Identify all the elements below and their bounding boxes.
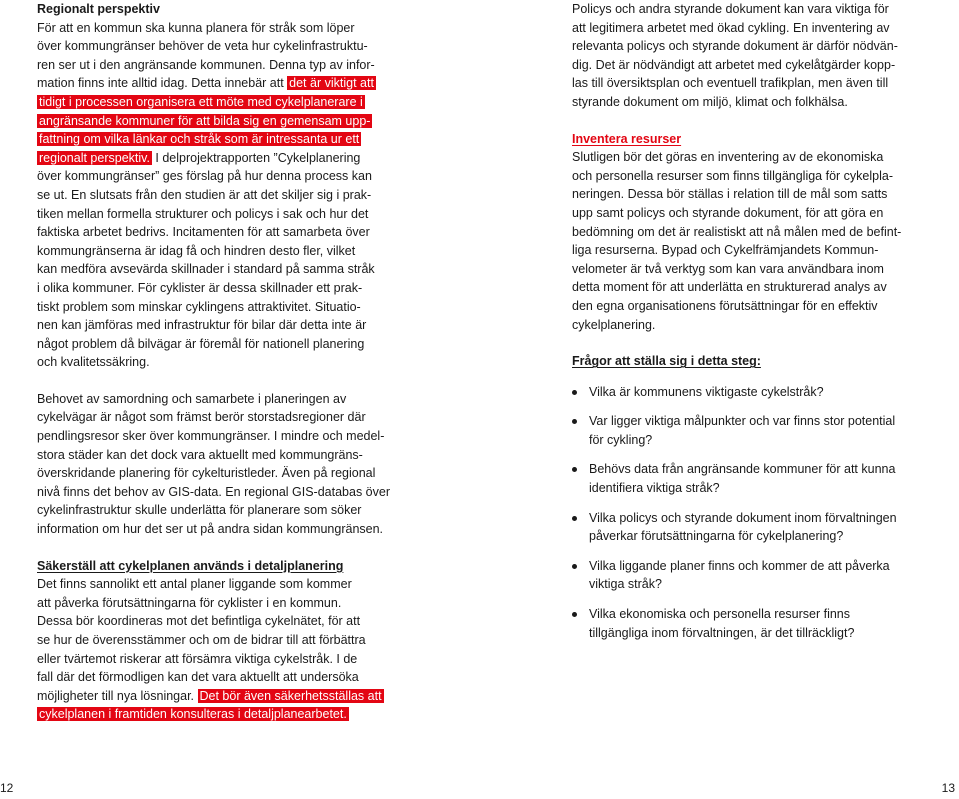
list-item: Vilka är kommunens viktigaste cykelstråk? <box>572 383 922 402</box>
resources-heading: Inventera resurser <box>572 131 682 146</box>
list-item: Behövs data från angränsande kommuner för att kunna identifiera viktiga stråk? <box>572 460 922 497</box>
right-column <box>572 0 922 653</box>
list-item: Var ligger viktiga målpunkter och var finns stor potential för cykling? <box>572 412 922 449</box>
resources-paragraph: Slutligen bör det göras en inventering av de ekonomiska och personella resurser som finns tillgängliga för cykelpla- neringen. Dessa bör ställas i relation till de mål som satts upp samt policys och styrande dokument, för att göra en bedömning om det är realistiskt att nå målen med de befint- liga resurserna. Bypad och Cykelfrämjandets Kommun- velometer är två verktyg som kan vara användbara inom detta moment för att underlätta en strukturerad analys av den egna organisationens förutsättningar för en effektiv cykelplanering. <box>572 150 902 332</box>
detailed-planning-heading: Säkerställ att cykelplanen används i detaljplanering <box>37 558 344 573</box>
bullet-icon <box>572 564 577 569</box>
left-column <box>37 0 392 724</box>
list-item: Vilka liggande planer finns och kommer de att påverka viktiga stråk? <box>572 557 922 594</box>
bullet-icon <box>572 516 577 521</box>
detailed-planning-highlight: Det bör även säkerhetsställas att cykelplanen i framtiden konsulteras i detaljplanearbetet. <box>39 688 382 722</box>
page-number-left: 12 <box>0 781 14 795</box>
questions-heading: Frågor att ställa sig i detta steg: <box>572 354 761 369</box>
regional-perspective-heading: Regionalt perspektiv <box>37 2 160 16</box>
detailed-planning-text: Det finns sannolikt ett antal planer liggande som kommer att påverka förutsättningarna för cyklister i en kommun. Dessa bör koordineras mot det befintliga cykelnätet, för att se hur de överensstämmer och om de bidrar till att förbättra eller tvärtemot riskerar att försämra viktiga cykelstråk. I de fall där det förmodligen kan det vara aktuellt att undersöka möjligheter till nya lösningar. <box>37 577 366 703</box>
regional-continued-text: I delprojektrapporten ”Cykelplanering över kommungränser” ges förslag på hur denna process kan se ut. En slutsats från den studien är att det skiljer sig i prak- tiken mellan formella strukturer och policys i sak och hur det faktiska arbetet bedrivs. Incitamenten för att samarbeta över kommungränserna är idag få och hindren desto fler, vilket kan medföra avsevärda skillnader i standard på samma stråk i olika kommuner. För cyklister är dessa skillnader ett prak- tiskt problem som minskar cyklingens attraktivitet. Situatio- nen kan jämföras med infrastruktur för bilar där detta inte är något problem då bilvägar är föremål för nationell planering och kvalitetssäkring. <box>37 150 375 370</box>
bullet-icon <box>572 612 577 617</box>
bullet-icon <box>572 467 577 472</box>
bullet-icon <box>572 390 577 395</box>
questions-list <box>572 383 922 643</box>
page-number-right: 13 <box>941 781 955 795</box>
regional-highlight-text: det är viktigt att tidigt i processen organisera ett möte med cykelplanerare i angränsande kommuner för att bilda sig en gemensam upp-fattning om vilka länkar och stråk som är intressanta ur ett regionalt perspektiv. <box>39 76 374 165</box>
regional-perspective-paragraph <box>37 19 392 372</box>
bullet-icon <box>572 419 577 424</box>
policy-paragraph: Policys och andra styrande dokument kan vara viktiga för att legitimera arbetet med ökad cykling. En inventering av relevanta policys och styrande dokument är därför nödvän- dig. Det är nödvändigt att arbetet med cykelåtgärder kopp- las till översiktsplan och eventuell trafikplan, men även till styrande dokument om miljö, klimat och folkhälsa. <box>572 2 898 109</box>
detailed-planning-paragraph <box>37 575 392 724</box>
list-item: Vilka ekonomiska och personella resurser finns tillgängliga inom förvaltningen, är det tillräckligt? <box>572 605 922 642</box>
coordination-paragraph: Behovet av samordning och samarbete i planeringen av cykelvägar är något som främst berör storstadsregioner där pendlingsresor sker över kommungränser. I mindre och medel- stora städer kan det dock vara aktuellt med kommungräns- överskridande planering för cykelturistleder. Även på regional nivå finns det behov av GIS-data. En regional GIS-databas över cykelinfrastruktur skulle underlätta för planerare som söker information om hur det ser ut på andra sidan kommungränsen. <box>37 391 390 537</box>
regional-intro-text: För att en kommun ska kunna planera för stråk som löper över kommungränser behöver de veta hur cykelinfrastruktu- ren ser ut i den angränsande kommunen. Denna typ av infor- mation finns inte alltid idag. Detta innebär att <box>37 20 375 91</box>
list-item: Vilka policys och styrande dokument inom förvaltningen påverkar förutsättningarna för cykelplanering? <box>572 509 922 546</box>
